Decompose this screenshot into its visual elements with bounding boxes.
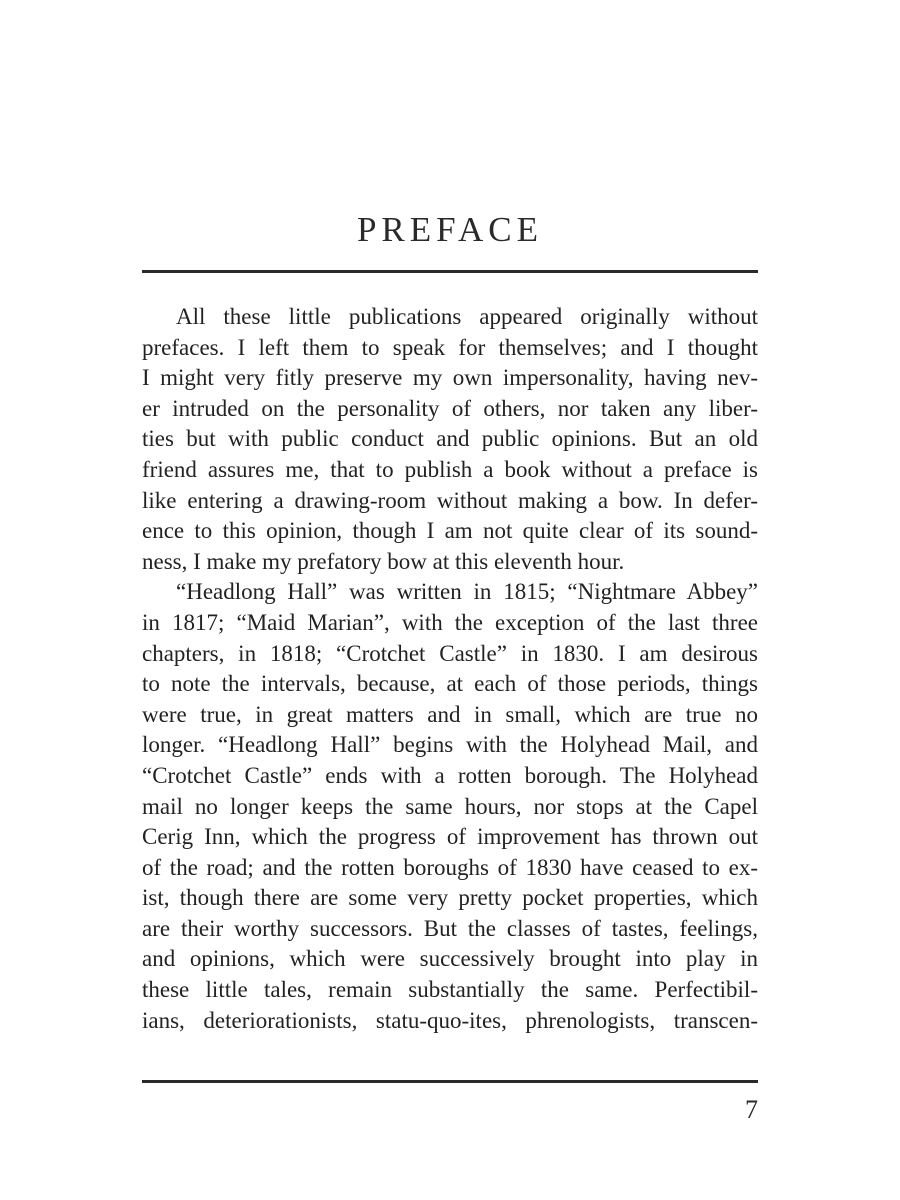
text-line: friend assures me, that to publish a book without a preface is xyxy=(142,456,758,482)
text-line: are their worthy successors. But the classes of tastes, feelings, xyxy=(142,915,758,941)
text-line: were true, in great matters and in small, which are true no xyxy=(142,701,758,727)
paragraph-2 xyxy=(142,577,758,1036)
text-line: to note the intervals, because, at each of those periods, things xyxy=(142,671,758,697)
top-rule xyxy=(142,270,758,273)
text-line: these little tales, remain substantially the same. Perfectibil- xyxy=(142,977,758,1003)
page-number: 7 xyxy=(745,1095,758,1124)
text-line: “Headlong Hall” was written in 1815; “Nightmare Abbey” xyxy=(176,579,758,605)
chapter-heading: PREFACE xyxy=(356,210,544,249)
text-line: ist, though there are some very pretty pocket properties, which xyxy=(142,885,758,911)
text-line: Cerig Inn, which the progress of improvement has thrown out xyxy=(142,824,758,850)
text-line: “Crotchet Castle” ends with a rotten borough. The Holyhead xyxy=(142,762,758,788)
text-line: ness, I make my prefatory bow at this eleventh hour. xyxy=(142,548,625,574)
text-line: like entering a drawing-room without making a bow. In defer- xyxy=(142,487,758,513)
text-line: ians, deteriorationists, statu-quo-ites, phrenologists, transcen- xyxy=(142,1007,758,1033)
text-line: of the road; and the rotten boroughs of 1830 have ceased to ex- xyxy=(142,854,758,880)
text-line: in 1817; “Maid Marian”, with the exception of the last three xyxy=(142,609,758,635)
text-line: and opinions, which were successively brought into play in xyxy=(142,946,758,972)
text-line: er intruded on the personality of others, nor taken any liber- xyxy=(142,395,758,421)
text-line: ence to this opinion, though I am not quite clear of its sound- xyxy=(142,518,758,544)
text-line: chapters, in 1818; “Crotchet Castle” in 1830. I am desirous xyxy=(142,640,758,666)
text-line: ties but with public conduct and public opinions. But an old xyxy=(142,426,758,452)
text-line: longer. “Headlong Hall” begins with the Holyhead Mail, and xyxy=(142,732,758,758)
paragraph-1 xyxy=(142,302,758,577)
body-text xyxy=(142,302,758,1036)
text-line: All these little publications appeared originally without xyxy=(176,304,758,329)
text-line: mail no longer keeps the same hours, nor stops at the Capel xyxy=(142,793,758,819)
bottom-rule xyxy=(142,1080,758,1083)
text-line: I might very fitly preserve my own impersonality, having nev- xyxy=(142,365,758,391)
text-line: prefaces. I left them to speak for themselves; and I thought xyxy=(142,334,758,360)
